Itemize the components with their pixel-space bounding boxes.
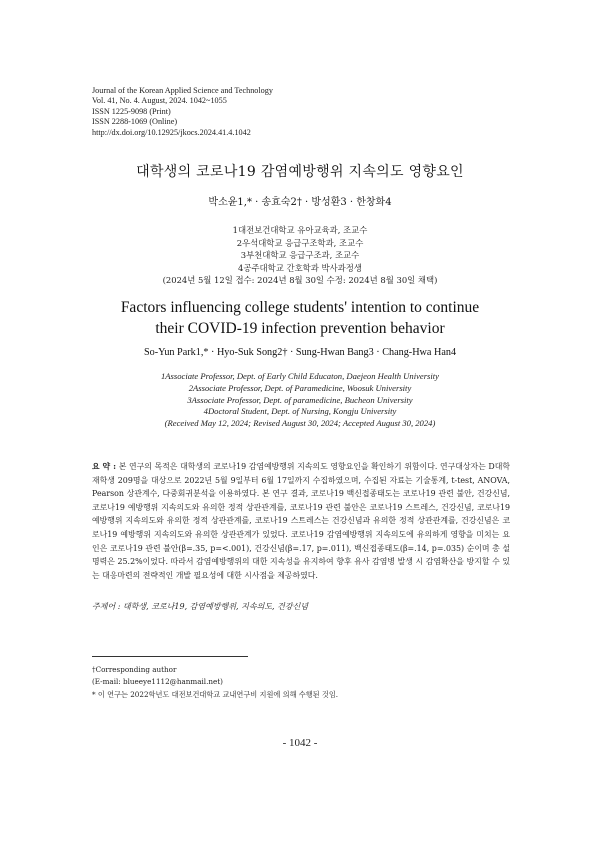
journal-issn-online: ISSN 2288-1069 (Online) [92, 117, 178, 127]
affiliation-en-3: 3Associate Professor, Dept. of paramedicine, Bucheon University [187, 394, 413, 405]
affiliations-english [0, 371, 600, 430]
abstract-text: 본 연구의 목적은 대학생의 코로나19 감염예방행위 지속의도 영향요인을 확인하기 위함이다. 연구대상자는 D대학 재학생 209명을 대상으로 2022년 5월 9일부터 6월 17일까지 수집하였으며, 수집된 자료는 기술통계, t-test, ANOVA, Pearson 상관계수, 다중회귀분석을 이용하였다. 본 연구 결과, 코로나19 백신접종태도는 코로나19 관련 불안, 건강신념, 코로나19 예방행위 지속의도와 유의한 정적 상관관계를, 코로나19 관련 불안은 코로나19 스트레스, 건강신념, 코로나19 예방행위 지속의도와 유의한 정적 상관관계를, 코로나19 스트레스는 건강신념과 유의한 정적 상관관계를, 건강신념은 코로나19 예방행위 지속의도와 유의한 상관관계가 있었다. 코로나19 감염예방행위 지속의도에 유의하게 영향을 미치는 요인은 코로나19 관련 불안(β=.35, p=<.001), 건강신념(β=.17, p=.011), 백신접종태도(β=.14, p=.035) 순이며 총 설명력은 25.2%이었다. 따라서 감염예방행위의 대한 지속성을 유지하여 향후 유사 감염병 발생 시 감염확산을 방지할 수 있는 대응마련의 전략적인 개발 필요성에 대한 시사점을 제공하였다. [92, 462, 511, 580]
affiliation-en-1: 1Associate Professor, Dept. of Early Child Educaton, Daejeon Health University [161, 371, 439, 381]
journal-doi: http://dx.doi.org/10.12925/jkocs.2024.41.4.1042 [92, 127, 251, 137]
abstract [92, 460, 510, 582]
footnote-funding: * 이 연구는 2022학년도 대전보건대학교 교내연구비 지원에 의해 수행된 것임. [92, 689, 339, 699]
journal-issn-print: ISSN 1225-9098 (Print) [92, 106, 171, 116]
footnote-divider [92, 656, 248, 657]
affiliations-korean [0, 224, 600, 287]
footnotes [92, 664, 338, 701]
title-english [0, 297, 600, 339]
received-dates-ko: (2024년 5월 12일 접수: 2024년 8월 30일 수정: 2024년 8월 30일 채택) [162, 275, 438, 286]
received-dates-en: (Received May 12, 2024; Revised August 30, 2024; Accepted August 30, 2024) [164, 418, 436, 429]
affiliation-en-4: 4Doctoral Student, Dept. of Nursing, Kongju University [203, 406, 397, 417]
affiliation-ko-2: 2우석대학교 응급구조학과, 조교수 [236, 237, 364, 248]
affiliation-ko-4: 4공주대학교 간호학과 박사과정생 [238, 262, 362, 273]
title-english-line-1: Factors influencing college students' intention to continue [120, 299, 480, 316]
authors-korean: 박소윤1,* · 송효숙2† · 방성환3 · 한창화4 [208, 197, 392, 208]
affiliation-ko-1: 1대전보건대학교 유아교육과, 조교수 [232, 225, 368, 235]
authors-english: So-Yun Park1,* · Hyo-Suk Song2† · Sung-Hwan Bang3 · Chang-Hwa Han4 [143, 347, 457, 358]
affiliation-en-2: 2Associate Professor, Dept. of Paramedicine, Woosuk University [188, 382, 412, 393]
footnote-corresponding: †Corresponding author [92, 665, 177, 674]
journal-header [92, 86, 273, 138]
title-korean: 대학생의 코로나19 감염예방행위 지속의도 영향요인 [136, 164, 464, 180]
abstract-label: 요 약 : [92, 462, 116, 471]
page-number: - 1042 - [282, 737, 318, 749]
title-english-line-2: their COVID-19 infection prevention behavior [155, 320, 445, 337]
keywords: 주제어 : 대학생, 코로나19, 감염예방행위, 지속의도, 건강신념 [92, 602, 309, 611]
journal-volume: Vol. 41, No. 4. August, 2024. 1042~1055 [92, 96, 227, 106]
footnote-email: (E-mail: blueeye1112@hanmail.net) [92, 677, 223, 687]
affiliation-ko-3: 3부천대학교 응급구조과, 조교수 [240, 250, 360, 261]
journal-name: Journal of the Korean Applied Science and Technology [92, 86, 273, 95]
